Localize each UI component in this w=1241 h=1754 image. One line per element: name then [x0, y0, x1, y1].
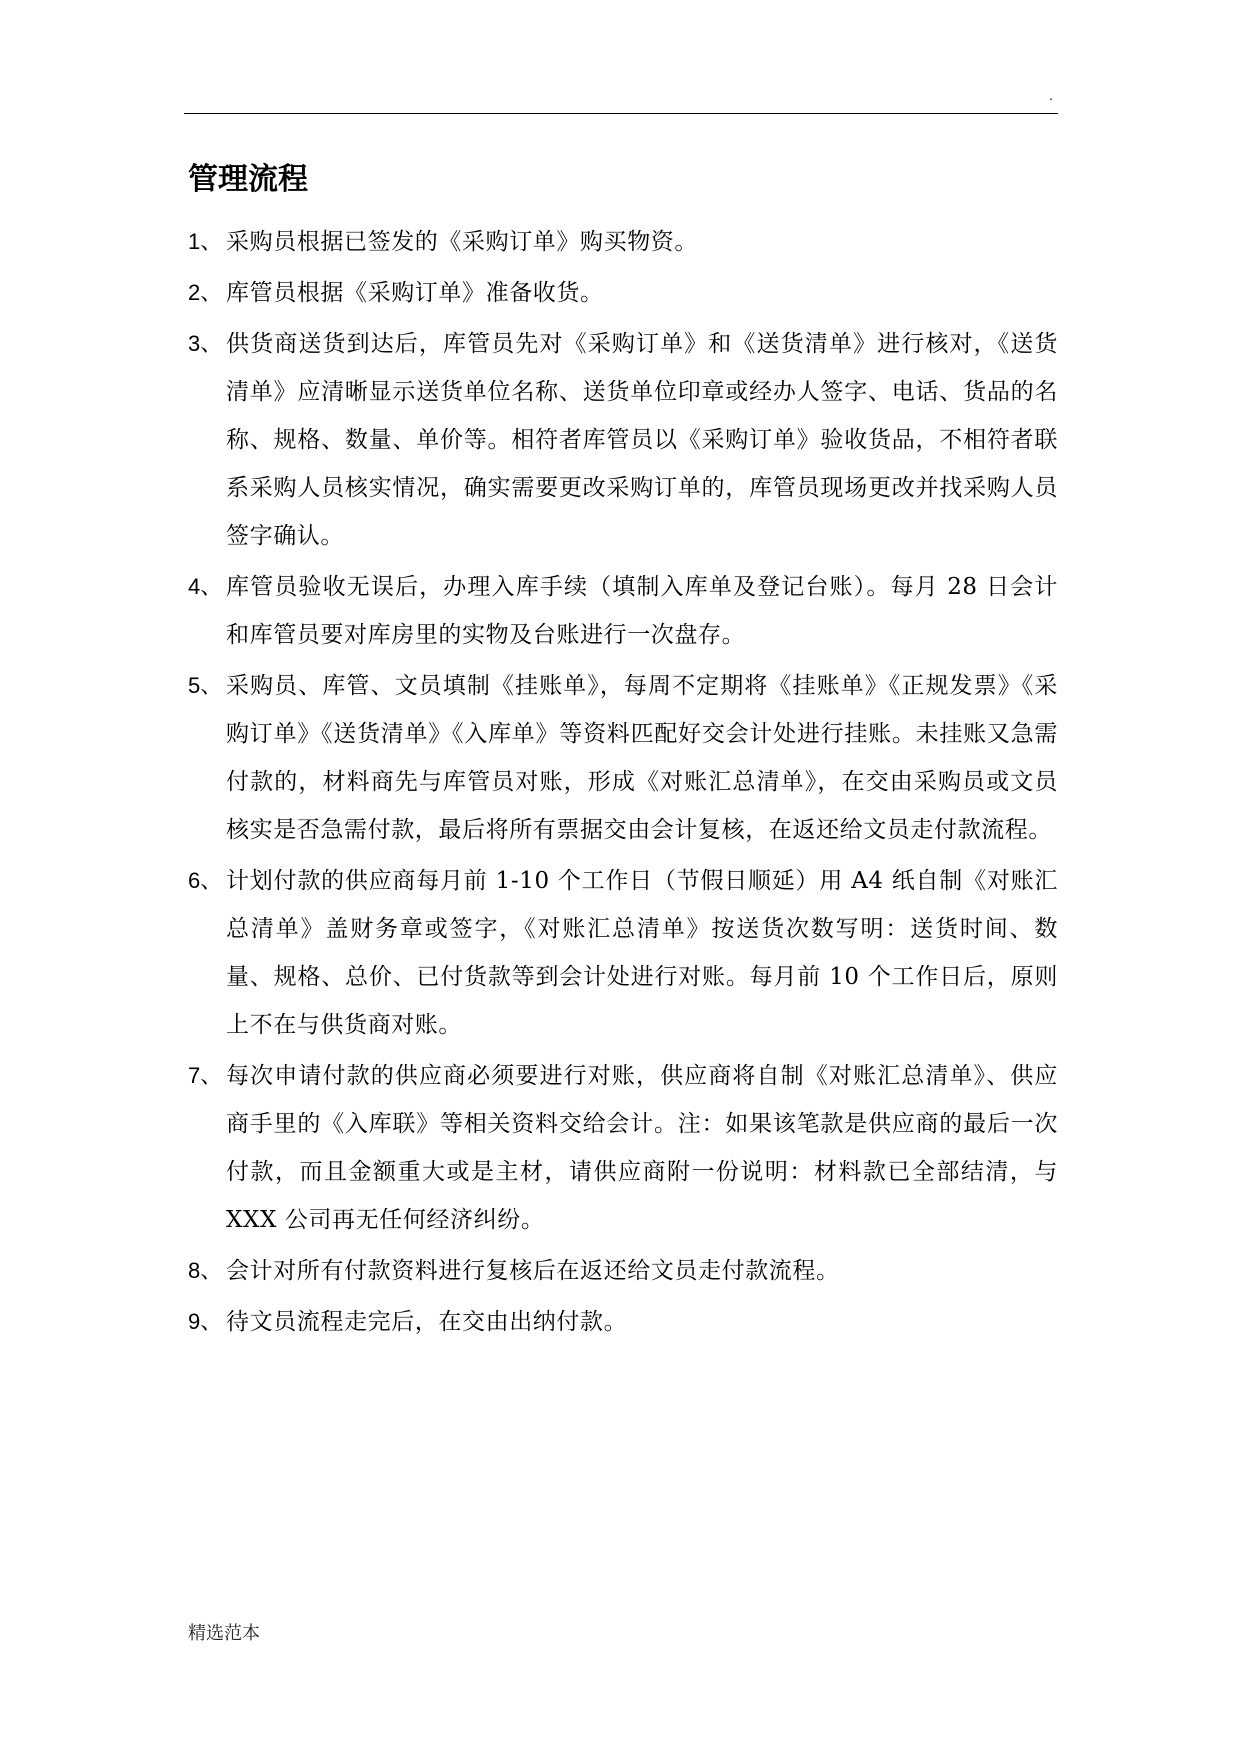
step-number: 8、	[188, 1258, 223, 1283]
process-step-6	[188, 857, 1058, 1049]
process-step-7	[188, 1052, 1058, 1244]
header-divider	[184, 113, 1058, 114]
step-text: 会计对所有付款资料进行复核后在返还给文员走付款流程。	[226, 1258, 840, 1284]
process-step-5	[188, 662, 1058, 854]
step-number: 6、	[188, 868, 223, 893]
step-number: 2、	[188, 280, 223, 305]
process-step-9	[188, 1298, 1058, 1346]
step-number: 9、	[188, 1309, 223, 1334]
page-title: 管理流程	[188, 162, 308, 197]
step-text: 计划付款的供应商每月前 1-10 个工作日（节假日顺延）用 A4 纸自制《对账汇总清单》盖财务章或签字，《对账汇总清单》按送货次数写明：送货时间、数量、规格、总价、已付货款等到会计处进行对账。每月前 10 个工作日后，原则上不在与供货商对账。	[226, 868, 1058, 1038]
step-text: 采购员、库管、文员填制《挂账单》，每周不定期将《挂账单》《正规发票》《采购订单》《送货清单》《入库单》等资料匹配好交会计处进行挂账。未挂账又急需付款的，材料商先与库管员对账，形成《对账汇总清单》，在交由采购员或文员核实是否急需付款，最后将所有票据交由会计复核，在返还给文员走付款流程。	[226, 673, 1058, 843]
process-step-3	[188, 320, 1058, 560]
process-step-2	[188, 269, 1058, 317]
process-step-8	[188, 1247, 1058, 1295]
header-mark: .	[1049, 87, 1053, 103]
step-number: 3、	[188, 331, 223, 356]
step-text: 库管员根据《采购订单》准备收货。	[226, 280, 604, 306]
step-text: 采购员根据已签发的《采购订单》购买物资。	[226, 229, 698, 255]
process-step-list	[188, 218, 1058, 1349]
step-text: 每次申请付款的供应商必须要进行对账，供应商将自制《对账汇总清单》、供应商手里的《入库联》等相关资料交给会计。注：如果该笔款是供应商的最后一次付款，而且金额重大或是主材，请供应商附一份说明：材料款已全部结清，与 XXX 公司再无任何经济纠纷。	[226, 1063, 1058, 1233]
step-number: 7、	[188, 1063, 223, 1088]
process-step-1	[188, 218, 1058, 266]
step-text: 供货商送货到达后，库管员先对《采购订单》和《送货清单》进行核对，《送货清单》应清晰显示送货单位名称、送货单位印章或经办人签字、电话、货品的名称、规格、数量、单价等。相符者库管员以《采购订单》验收货品，不相符者联系采购人员核实情况，确实需要更改采购订单的，库管员现场更改并找采购人员签字确认。	[226, 331, 1058, 549]
step-number: 4、	[188, 574, 223, 599]
footer-label: 精选范本	[188, 1623, 260, 1644]
step-number: 5、	[188, 673, 223, 698]
step-text: 待文员流程走完后，在交由出纳付款。	[226, 1309, 628, 1335]
step-text: 库管员验收无误后，办理入库手续（填制入库单及登记台账）。每月 28 日会计和库管员要对库房里的实物及台账进行一次盘存。	[226, 574, 1058, 648]
process-step-4	[188, 563, 1058, 659]
step-number: 1、	[188, 229, 223, 254]
